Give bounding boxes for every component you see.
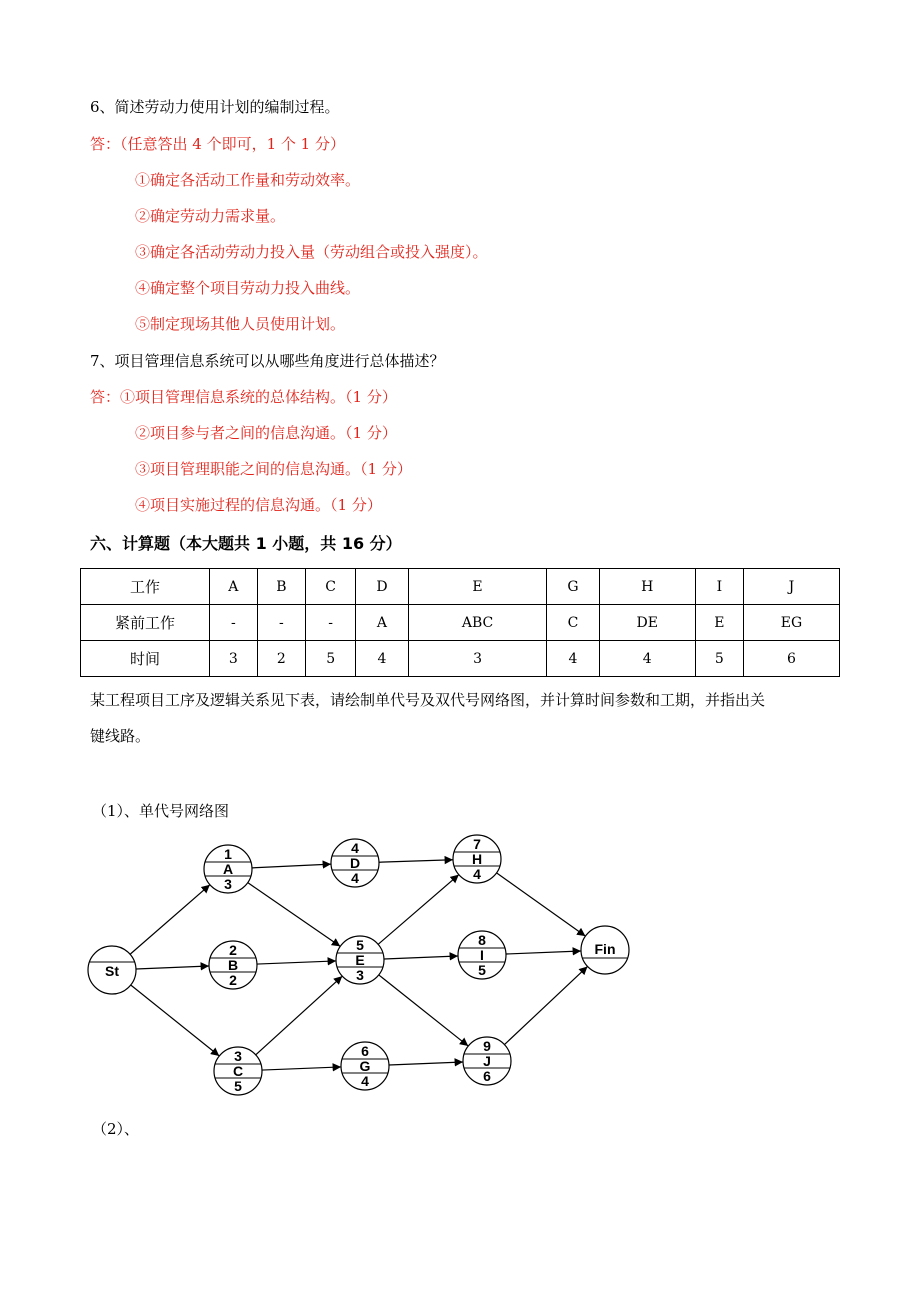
node-label-bot: 3 — [356, 967, 364, 983]
table-cell: 3 — [210, 641, 258, 677]
table-cell: G — [547, 569, 599, 605]
table-cell: 2 — [257, 641, 305, 677]
q6-item: ③确定各活动劳动力投入量（劳动组合或投入强度）。 — [135, 243, 488, 261]
edge-I-Fin — [506, 951, 581, 954]
table-cell: 时间 — [81, 641, 210, 677]
table-cell: H — [599, 569, 695, 605]
node-label-mid: H — [471, 851, 483, 867]
edge-E-H — [378, 875, 459, 945]
node-H — [453, 835, 501, 883]
node-A — [204, 845, 252, 893]
edge-A-D — [252, 864, 331, 868]
node-label-bot: 5 — [478, 962, 486, 978]
q6-item: ①确定各活动工作量和劳动效率。 — [135, 171, 361, 189]
table-cell: C — [547, 605, 599, 641]
node-I — [458, 931, 506, 979]
table-cell: - — [210, 605, 258, 641]
table-cell: 4 — [547, 641, 599, 677]
q7-question: 7、项目管理信息系统可以从哪些角度进行总体描述？ — [90, 352, 445, 370]
edge-E-I — [384, 956, 458, 959]
table-cell: I — [695, 569, 743, 605]
table-cell: DE — [599, 605, 695, 641]
node-label-bot: 2 — [229, 972, 237, 988]
node-J — [463, 1037, 511, 1085]
edge-B-E — [257, 961, 336, 964]
node-label-mid: C — [232, 1063, 244, 1079]
table-cell: 5 — [306, 641, 356, 677]
node-label-bot: 4 — [473, 866, 481, 882]
table-cell: - — [306, 605, 356, 641]
edge-G-J — [389, 1062, 463, 1065]
node-label-mid: A — [222, 861, 234, 877]
node-E — [336, 936, 384, 984]
problem-text: 键线路。 — [90, 727, 151, 745]
q7-item: ②项目参与者之间的信息沟通。（1 分） — [135, 424, 397, 442]
node-G — [341, 1042, 389, 1090]
node-B — [209, 941, 257, 989]
node-St — [88, 946, 136, 994]
edge-C-G — [262, 1067, 341, 1070]
node-label-bot: 3 — [224, 876, 232, 892]
table-cell: 紧前工作 — [81, 605, 210, 641]
node-label-bot: 4 — [351, 870, 359, 886]
q6-answer-intro: 答：（任意答出 4 个即可，1 个 1 分） — [90, 135, 345, 153]
node-label-mid: B — [227, 957, 239, 973]
node-label-top: 2 — [229, 942, 237, 958]
q6-question: 6、简述劳动力使用计划的编制过程。 — [90, 98, 340, 116]
q6-item: ②确定劳动力需求量。 — [135, 207, 286, 225]
edge-St-A — [130, 885, 210, 954]
node-label-bot: 6 — [483, 1068, 491, 1084]
q7-item: ④项目实施过程的信息沟通。（1 分） — [135, 496, 382, 514]
table-cell: E — [408, 569, 547, 605]
node-Fin — [581, 926, 629, 974]
edge-E-J — [379, 975, 468, 1046]
edge-A-E — [248, 883, 340, 947]
problem-text: 某工程项目工序及逻辑关系见下表，请绘制单代号及双代号网络图，并计算时间参数和工期，并指出关 — [90, 691, 766, 709]
node-label-mid: G — [359, 1058, 371, 1074]
node-label-top: 9 — [483, 1038, 491, 1054]
node-label-top: 8 — [478, 932, 486, 948]
table-cell: ABC — [408, 605, 547, 641]
table-cell: A — [210, 569, 258, 605]
table-cell: 3 — [408, 641, 547, 677]
q7-item: 答：①项目管理信息系统的总体结构。（1 分） — [90, 388, 397, 406]
node-label-top: 6 — [361, 1043, 369, 1059]
table-cell: D — [356, 569, 408, 605]
node-label-mid: J — [483, 1053, 491, 1069]
node-label-mid: E — [355, 952, 365, 968]
table-cell: 4 — [599, 641, 695, 677]
part2-label: （2）、 — [92, 1120, 140, 1138]
q6-item: ④确定整个项目劳动力投入曲线。 — [135, 279, 361, 297]
table-cell: A — [356, 605, 408, 641]
edge-D-H — [379, 860, 453, 862]
node-label-bot: 4 — [361, 1073, 369, 1089]
node-label-mid: St — [105, 963, 119, 979]
edge-St-B — [136, 966, 209, 969]
part1-label: （1）、单代号网络图 — [92, 802, 230, 820]
node-label-top: 5 — [356, 937, 364, 953]
table-cell: J — [743, 569, 839, 605]
edge-C-E — [256, 976, 342, 1055]
q6-item: ⑤制定现场其他人员使用计划。 — [135, 315, 346, 333]
table-cell: 工作 — [81, 569, 210, 605]
edge-J-Fin — [504, 966, 587, 1044]
section-heading: 六、计算题（本大题共 1 小题，共 16 分） — [90, 534, 402, 553]
node-label-top: 1 — [224, 846, 232, 862]
table-cell: E — [695, 605, 743, 641]
table-cell: C — [306, 569, 356, 605]
table-cell: 5 — [695, 641, 743, 677]
table-cell: EG — [743, 605, 839, 641]
node-label-top: 4 — [351, 840, 359, 856]
table-cell: 4 — [356, 641, 408, 677]
table-cell: B — [257, 569, 305, 605]
node-label-mid: D — [349, 855, 361, 871]
node-label-bot: 5 — [234, 1078, 242, 1094]
edge-St-C — [131, 985, 220, 1056]
table-cell: - — [257, 605, 305, 641]
table-cell: 6 — [743, 641, 839, 677]
node-label-top: Fin — [594, 941, 616, 957]
node-label-mid: I — [480, 947, 484, 963]
node-C — [214, 1047, 262, 1095]
q7-item: ③项目管理职能之间的信息沟通。（1 分） — [135, 460, 412, 478]
node-D — [331, 839, 379, 887]
node-label-top: 7 — [473, 836, 481, 852]
node-label-top: 3 — [234, 1048, 242, 1064]
edge-H-Fin — [497, 873, 586, 936]
